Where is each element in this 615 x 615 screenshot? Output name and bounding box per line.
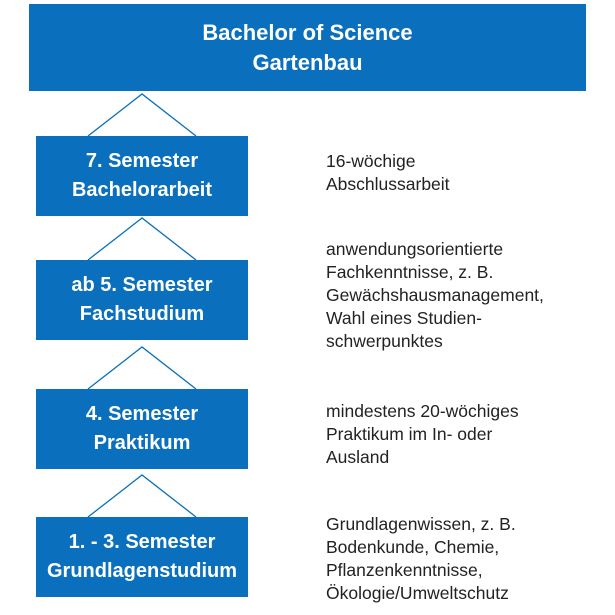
description-line: mindestens 20-wöchiges [326,401,519,421]
stage-description-fachstudium [326,238,544,353]
description-line: 16-wöchige [326,151,416,171]
stage-box-bachelorarbeit [36,136,248,216]
stage-label-line-2: Bachelorarbeit [71,179,213,201]
description-line: Fachkenntnisse, z. B. [326,262,494,282]
description-line: Grundlagenwissen, z. B. [326,514,516,534]
connector-stage-5-to-stage-4 [88,347,196,389]
program-title-line-1: Bachelor of Science [202,19,413,45]
stage-box-grundlagenstudium [36,517,248,597]
program-title-box [29,4,586,91]
stage-label-line-1: ab 5. Semester [71,274,213,296]
description-line: Bodenkunde, Chemie, [326,537,500,557]
stage-label-line-1: 1. - 3. Semester [68,531,216,553]
description-line: anwendungsorientierte [326,239,504,259]
stage-label-line-2: Fachstudium [79,303,205,325]
connector-stage-4-to-stage-1 [88,475,196,517]
stage-box-fachstudium [36,260,248,340]
description-line: Gewächshausmanagement, [326,285,544,305]
connector-title-to-stage-7 [88,94,196,136]
stage-description-grundlagenstudium [326,513,516,605]
stage-label-line-2: Praktikum [93,432,191,454]
description-line: Ökologie/Umweltschutz [326,583,509,603]
stage-description-praktikum [326,400,519,469]
description-line: Praktikum im In- oder [326,424,493,444]
stage-box-praktikum [36,389,248,469]
description-line: Pflanzenkenntnisse, [326,560,483,580]
stage-label-line-1: 4. Semester [85,403,199,425]
stage-description-bachelorarbeit [326,150,450,196]
connector-stage-7-to-stage-5 [88,218,196,260]
description-line: Ausland [326,447,390,467]
program-title-line-2: Gartenbau [252,49,363,75]
stage-label-line-2: Grundlagenstudium [47,560,237,582]
stage-label-line-1: 7. Semester [85,150,199,172]
description-line: Abschlussarbeit [326,174,450,194]
description-line: schwerpunktes [326,331,443,351]
description-line: Wahl eines Studien- [326,308,482,328]
